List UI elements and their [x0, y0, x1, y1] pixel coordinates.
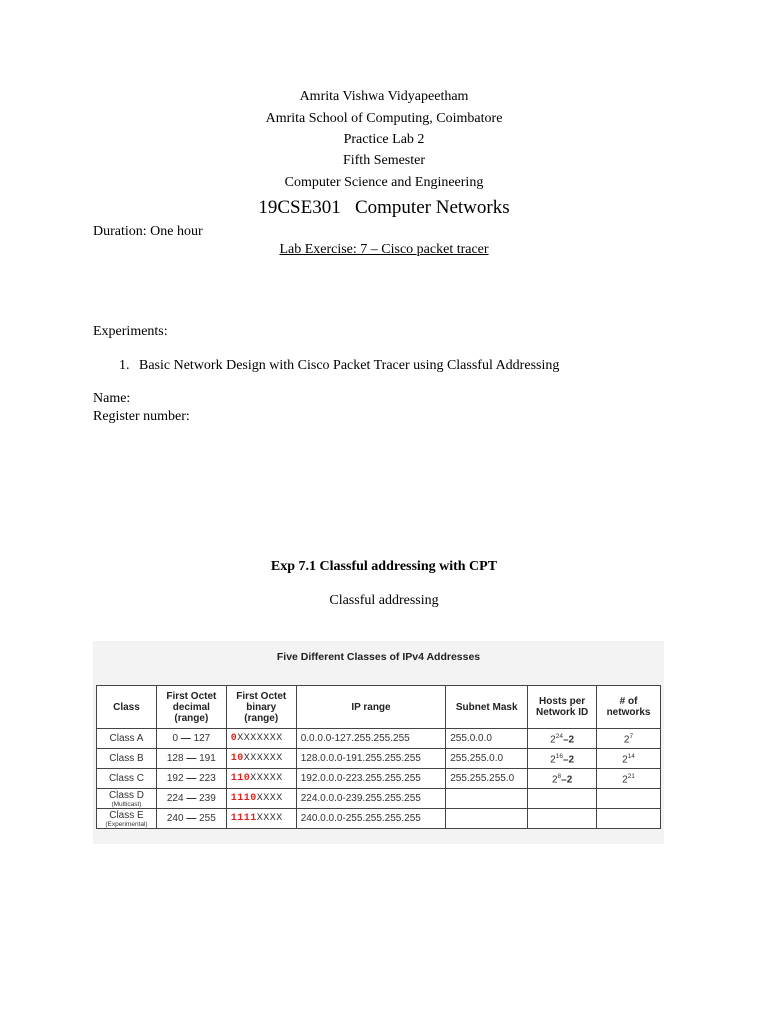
- cell-networks: $2^{21}$: [597, 769, 661, 789]
- header-hosts: Hosts per Network ID: [528, 686, 597, 729]
- header-binary: First Octet binary (range): [226, 686, 296, 729]
- cell-decimal: 128 — 191: [156, 749, 226, 769]
- table-row: [97, 769, 661, 789]
- header-subnet-mask: Subnet Mask: [446, 686, 528, 729]
- header-decimal: First Octet decimal (range): [156, 686, 226, 729]
- cell-binary: 10XXXXXX: [226, 749, 296, 769]
- cell-subnet-mask: 255.255.255.0: [446, 769, 528, 789]
- exp-heading: Exp 7.1 Classful addressing with CPT: [270, 559, 498, 574]
- header-class: Class: [97, 686, 157, 729]
- practice-lab: Practice Lab 2: [343, 132, 425, 147]
- cell-ip-range: 128.0.0.0-191.255.255.255: [296, 749, 446, 769]
- cell-subnet-mask: [446, 809, 528, 829]
- cell-class: Class B: [97, 749, 157, 769]
- cell-decimal: 0 — 127: [156, 729, 226, 749]
- experiments-label: Experiments:: [93, 324, 168, 339]
- cell-ip-range: 240.0.0.0-255.255.255.255: [296, 809, 446, 829]
- cell-binary: 0XXXXXXX: [226, 729, 296, 749]
- header-ip-range: IP range: [296, 686, 446, 729]
- semester: Fifth Semester: [342, 153, 426, 168]
- cell-hosts: $2^{24}-2$: [528, 729, 597, 749]
- exp-subheading: Classful addressing: [329, 593, 439, 608]
- university-name: Amrita Vishwa Vidyapeetham: [299, 89, 469, 104]
- cell-binary: 110XXXXX: [226, 769, 296, 789]
- school-name: Amrita School of Computing, Coimbatore: [265, 111, 503, 126]
- class-note: (Multicast): [111, 800, 142, 808]
- table-row: [97, 789, 661, 809]
- cell-decimal: 224 — 239: [156, 789, 226, 809]
- course-title: [0, 197, 768, 219]
- department: Computer Science and Engineering: [284, 175, 484, 190]
- cell-ip-range: 192.0.0.0-223.255.255.255: [296, 769, 446, 789]
- name-label: Name:: [93, 391, 131, 406]
- cell-class: Class C: [97, 769, 157, 789]
- cell-ip-range: 0.0.0.0-127.255.255.255: [296, 729, 446, 749]
- cell-ip-range: 224.0.0.0-239.255.255.255: [296, 789, 446, 809]
- cell-hosts: [528, 789, 597, 809]
- header-networks: # of networks: [597, 686, 661, 729]
- cell-networks: $2^{14}$: [597, 749, 661, 769]
- cell-networks: $2^7$: [597, 729, 661, 749]
- cell-decimal: 240 — 255: [156, 809, 226, 829]
- course-name: Computer Networks: [354, 197, 510, 218]
- experiment-item-number: 1.: [119, 358, 130, 373]
- cell-subnet-mask: 255.255.0.0: [446, 749, 528, 769]
- ipv4-classes-table: [96, 685, 661, 829]
- ipv4-classes-figure: [93, 641, 664, 844]
- cell-hosts: [528, 809, 597, 829]
- table-row: [97, 809, 661, 829]
- cell-binary: 1110XXXX: [226, 789, 296, 809]
- cell-subnet-mask: 255.0.0.0: [446, 729, 528, 749]
- duration: Duration: One hour: [93, 224, 203, 239]
- table-row: [97, 729, 661, 749]
- experiment-item-text: Basic Network Design with Cisco Packet Tracer using Classful Addressing: [139, 358, 560, 373]
- course-code: 19CSE301: [258, 197, 341, 218]
- lab-exercise-title: Lab Exercise: 7 – Cisco packet tracer: [279, 242, 489, 257]
- cell-networks: [597, 809, 661, 829]
- class-note: (Experimental): [105, 820, 148, 828]
- cell-networks: [597, 789, 661, 809]
- table-row: [97, 749, 661, 769]
- cell-hosts: $2^8-2$: [528, 769, 597, 789]
- cell-binary: 1111XXXX: [226, 809, 296, 829]
- table-title: Five Different Classes of IPv4 Addresses: [276, 651, 481, 663]
- cell-hosts: $2^{16}-2$: [528, 749, 597, 769]
- table-header-row: [97, 686, 661, 729]
- register-number-label: Register number:: [93, 409, 190, 424]
- cell-decimal: 192 — 223: [156, 769, 226, 789]
- cell-class: Class A: [97, 729, 157, 749]
- cell-class: Class E (Experimental): [97, 809, 157, 829]
- cell-subnet-mask: [446, 789, 528, 809]
- cell-class: Class D (Multicast): [97, 789, 157, 809]
